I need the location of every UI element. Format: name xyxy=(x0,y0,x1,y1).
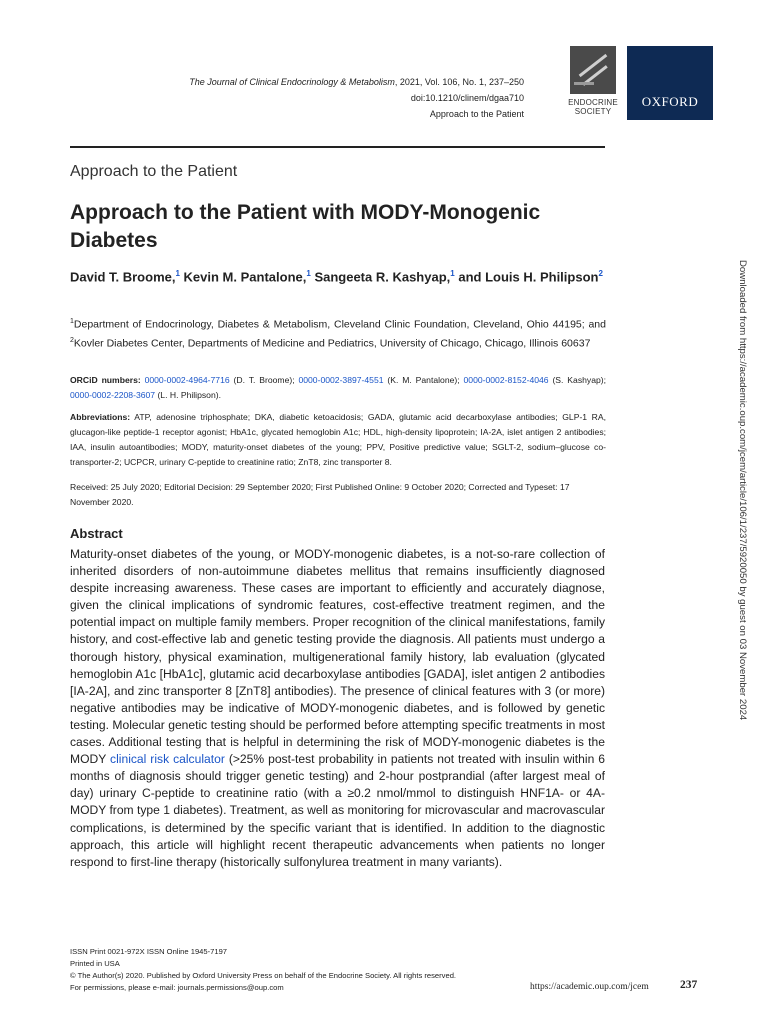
orcid-numbers: ORCiD numbers: 0000-0002-4964-7716 (D. T. Broome); 0000-0002-3897-4551 (K. M. Pantalone); 0000-0002-8152-4046 (S. Kashyap); 0000-0002-2208-3607 (L. H. Philipson). xyxy=(70,375,606,400)
abbreviations-text: ATP, adenosine triphosphate; DKA, diabetic ketoacidosis; GADA, glutamic acid decarboxylase antibodies; GLP-1 RA, glucagon-like peptide-1 receptor agonist; HbA1c, glycated hemoglobin A1c; HDL, high-density lipoprotein; IA-2A, islet antigen 2 antibodies; IAA, insulin autoantibodies; MODY, maturity-onset diabetes of the young; PPV, Positive predictive value; SGLT-2, sodium–glucose co-transporter-2; UCPCR, urinary C-peptide to creatinine ratio; ZnT8, zinc transporter 8. xyxy=(70,412,606,467)
affiliation-ref[interactable]: 2 xyxy=(598,269,603,278)
society-logo-text: ENDOCRINE SOCIETY xyxy=(568,98,618,116)
abstract-body: Maturity-onset diabetes of the young, or MODY-monogenic diabetes, is a not-so-rare collection of inherited disorders of non-autoimmune diabetes mellitus that remains insufficiently diagnosed despite increasing awareness. These cases are important to efficiently and accurately diagnose, given the clinical implications of syndromic features, cost-effective treatment regimen, and the potential impact on multiple family members. Proper recognition of the clinical manifestations, family history, and cost-effective lab and genetic testing provide the diagnosis. All patients must undergo a thorough history, physical examination, multigenerational family history, lab evaluation (glycated hemoglobin A1c [HbA1c], glutamic acid decarboxylase antibodies [GADA], islet antigen 2 antibodies [IA-2A], and zinc transporter 8 [ZnT8] antibodies). The presence of clinical features with 3 (or more) negative antibodies may be indicative of MODY-monogenic diabetes, and is followed by genetic testing. Molecular genetic testing should be performed before attempting specific treatments in most cases. Additional testing that is helpful in determining the risk of MODY-monogenic diabetes is the MODY clinical risk calculator (>25% post-test probability in patients not treated with insulin within 6 months of diagnosis should trigger genetic testing) and 2-hour postprandial (after largest meal of day) urinary C-peptide to creatinine ratio (with a ≥0.2 nmol/mmol to distinguish HNF1A- or 4A-MODY from type 1 diabetes). Treatment, as well as monitoring for microvascular and macrovascular complications, is determined by the specific variant that is identified. In addition to the diagnostic approach, this article will highlight recent therapeutic advancements when patients no longer respond to first-line therapy (historically sulfonylurea treatment in many variants). xyxy=(70,547,605,869)
printed-in: Printed in USA xyxy=(70,959,120,968)
author-name[interactable]: and Louis H. Philipson xyxy=(458,269,599,285)
abbreviations-label: Abbreviations: xyxy=(70,412,131,422)
orcid-link[interactable]: 0000-0002-8152-4046 xyxy=(463,375,549,385)
abbreviations xyxy=(70,410,606,470)
journal-name: The Journal of Clinical Endocrinology & Metabolism xyxy=(189,77,395,87)
permissions: For permissions, please e-mail: journals.permissions@oup.com xyxy=(70,983,284,992)
orcid-link[interactable]: 0000-0002-4964-7716 xyxy=(144,375,230,385)
affiliation-ref[interactable]: 1 xyxy=(175,269,180,278)
footer-info xyxy=(70,946,510,994)
copyright: © The Author(s) 2020. Published by Oxford University Press on behalf of the Endocrine Society. All rights reserved. xyxy=(70,971,457,980)
risk-calculator-link[interactable]: clinical risk calculator xyxy=(110,752,225,767)
page-number: 237 xyxy=(680,979,698,991)
author-list xyxy=(70,264,606,287)
doi[interactable]: doi:10.1210/clinem/dgaa710 xyxy=(410,93,524,103)
abstract-heading: Abstract xyxy=(70,526,123,541)
author-name[interactable]: Sangeeta R. Kashyap, xyxy=(314,269,451,285)
orcid-link[interactable]: 0000-0002-3897-4551 xyxy=(298,375,384,385)
download-note: Downloaded from https://academic.oup.com/jcem/article/106/1/237/5920050 by guest on 03 November 2024 xyxy=(737,260,748,721)
orcid-label: ORCiD numbers: xyxy=(70,375,141,385)
affiliation-ref[interactable]: 1 xyxy=(306,269,311,278)
received-dates: Received: 25 July 2020; Editorial Decision: 29 September 2020; First Published Online: 9 October 2020; Corrected and Typeset: 17 November 2020. xyxy=(70,482,570,507)
journal-url[interactable]: https://academic.oup.com/jcem xyxy=(530,982,649,992)
orcid-link[interactable]: 0000-0002-2208-3607 xyxy=(70,390,156,400)
section-label: Approach to the Patient xyxy=(70,163,238,180)
journal-header xyxy=(104,74,524,122)
author-name[interactable]: David T. Broome, xyxy=(70,269,176,285)
society-mark-icon xyxy=(570,46,616,94)
header-rule xyxy=(70,146,605,148)
header-section: Approach to the Patient xyxy=(429,109,524,119)
journal-citation: , 2021, Vol. 106, No. 1, 237–250 xyxy=(394,77,524,87)
oxford-logo: OXFORD xyxy=(627,46,713,120)
issn: ISSN Print 0021-972X ISSN Online 1945-7197 xyxy=(70,947,228,956)
affiliations: $^1$Department of Endocrinology, Diabetes & Metabolism, Cleveland Clinic Foundation, Cleveland, Ohio 44195; and $^2$Kovler Diabetes Center, Departments of Medicine and Pediatrics, University of Chicago, Chicago, Illinois 60637 xyxy=(70,318,606,349)
endocrine-society-logo xyxy=(560,46,626,120)
affiliation-ref[interactable]: 1 xyxy=(450,269,455,278)
author-name[interactable]: Kevin M. Pantalone, xyxy=(183,269,307,285)
article-title: Approach to the Patient with MODY-Monogenic Diabetes xyxy=(70,201,541,252)
